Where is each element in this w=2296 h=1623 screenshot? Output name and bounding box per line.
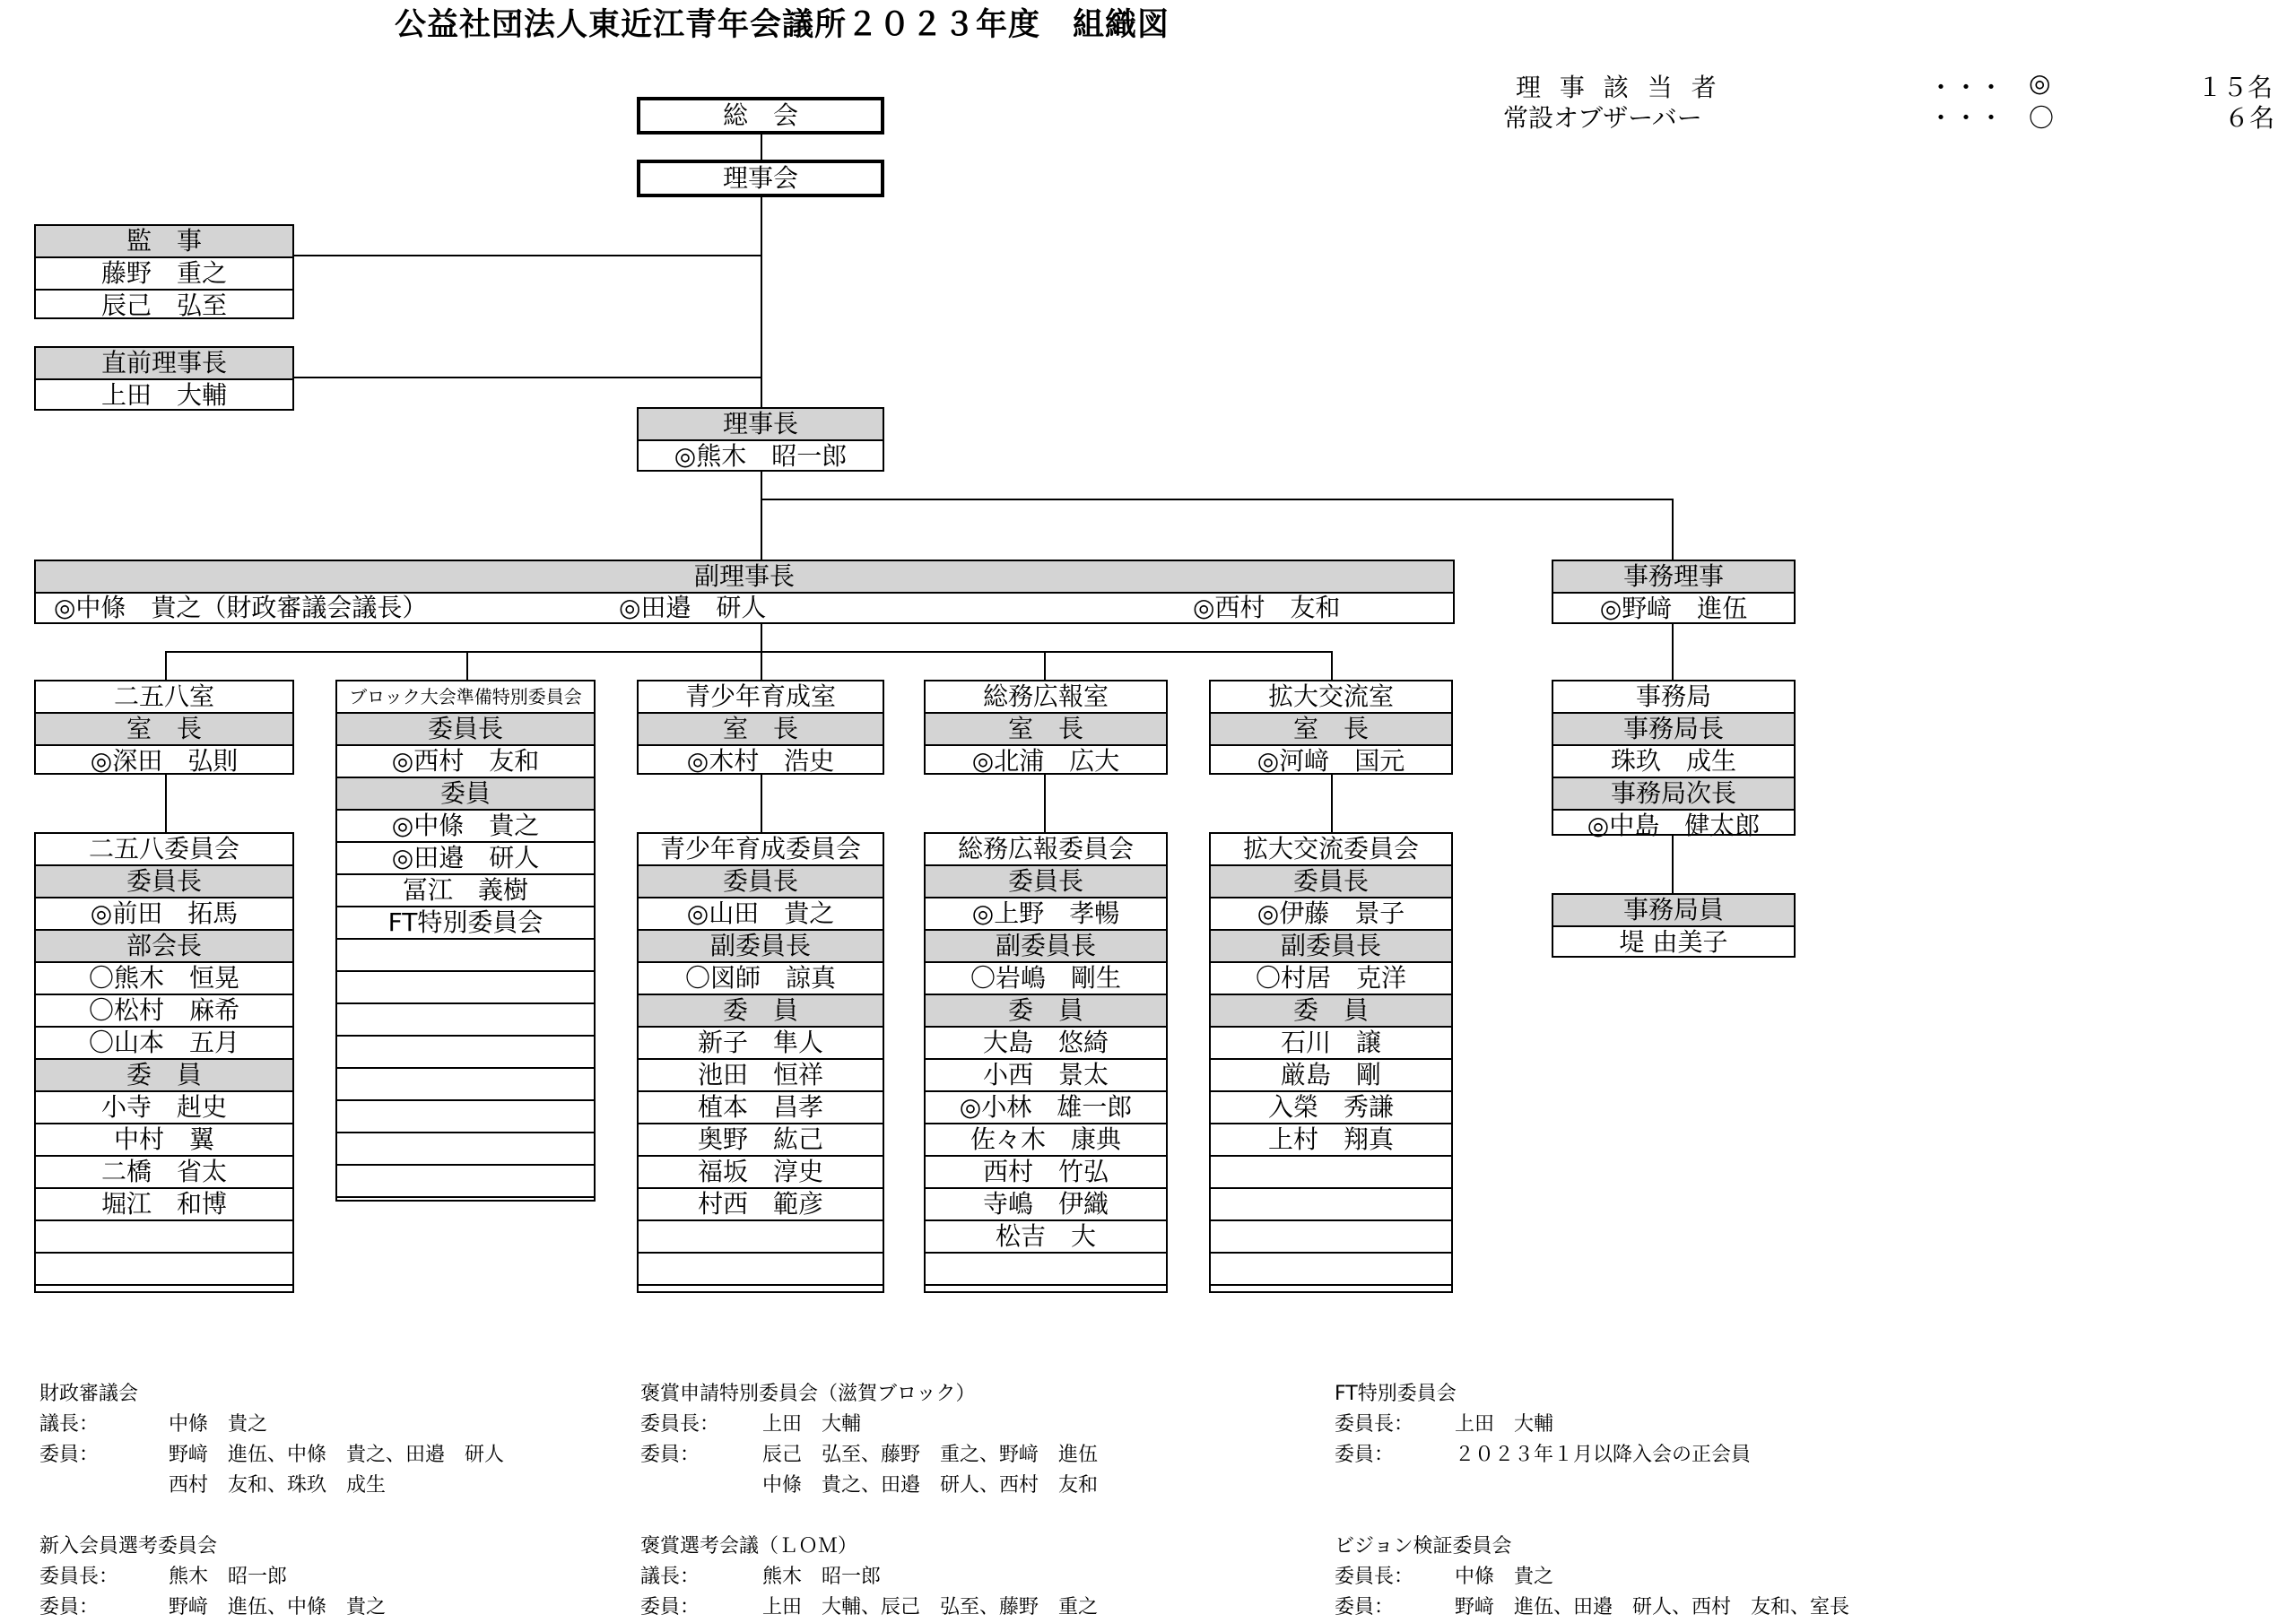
- fuku-rijicho-box: [34, 560, 1455, 624]
- member-row: 松吉 大: [926, 1219, 1166, 1252]
- chokuzen-box: [34, 346, 294, 411]
- jimukyokuin-box: [1552, 893, 1796, 958]
- note-label: 委員長：: [1335, 1413, 1414, 1436]
- fuku-member: ◎西村 友和: [1193, 593, 1341, 622]
- member-row: ◎田邉 研人: [337, 841, 594, 873]
- connector-line: [294, 255, 761, 256]
- empty-row: [337, 1164, 594, 1196]
- note-value: 辰己 弘至、藤野 重之、野﨑 進伍: [762, 1444, 1099, 1466]
- note-value: 上田 大輔: [1455, 1413, 1554, 1436]
- member-row: 冨江 義樹: [337, 873, 594, 906]
- rijicho-box: [637, 407, 884, 472]
- role-label: 委 員: [36, 1058, 292, 1090]
- note-label: 委員：: [1335, 1444, 1395, 1466]
- member-row: 小西 景太: [926, 1058, 1166, 1090]
- note-title: FT特別委員会: [1335, 1383, 1457, 1405]
- note-value: 野﨑 進伍、田邉 研人、西村 友和、室長: [1455, 1596, 1850, 1619]
- role-label: 事務局次長: [1553, 777, 1794, 809]
- note-label: 委員長：: [1335, 1566, 1414, 1588]
- chokuzen-member: 上田 大輔: [36, 378, 292, 411]
- rijikai-box: [637, 160, 884, 197]
- member-row: ◎西村 友和: [337, 744, 594, 777]
- empty-row: [337, 1099, 594, 1132]
- member-row: 〇岩嶋 剛生: [926, 961, 1166, 994]
- room-name: 青少年育成室: [684, 681, 836, 711]
- note-value: 上田 大輔: [762, 1413, 862, 1436]
- kanji-member: 辰己 弘至: [36, 289, 292, 321]
- member-row: 総務広報委員会: [957, 834, 1134, 864]
- member-row: 入榮 秀謙: [1211, 1090, 1451, 1123]
- role-label: 委員長: [337, 712, 594, 744]
- legend-dots: ・・・: [1928, 73, 2005, 102]
- legend-dots: ・・・: [1928, 103, 2005, 133]
- empty-row: [1211, 1155, 1451, 1187]
- member-row: 拡大交流委員会: [1242, 834, 1419, 864]
- member-row: ◎伊藤 景子: [1211, 897, 1451, 929]
- legend-label-observer: 常設オブザーバー: [1503, 103, 1702, 133]
- member-row: ◎上野 孝暢: [926, 897, 1166, 929]
- connector-line: [165, 651, 1331, 653]
- note-value: 中條 貴之: [169, 1413, 268, 1436]
- role-label: 事務局員: [1553, 895, 1794, 925]
- role-label: 委員長: [36, 864, 292, 897]
- member-row: 〇松村 麻希: [36, 994, 292, 1026]
- member-row: 堀江 和博: [36, 1187, 292, 1219]
- empty-row: [337, 1002, 594, 1035]
- legend-count-observer: ６名: [2224, 103, 2275, 133]
- role-label: 委員: [337, 777, 594, 809]
- connector-line: [165, 651, 167, 681]
- member-row: 西村 竹弘: [926, 1155, 1166, 1187]
- fuku-rijicho-members: [36, 592, 1453, 622]
- member-row: 大島 悠綺: [926, 1026, 1166, 1058]
- room-head: ◎木村 浩史: [639, 744, 883, 777]
- member-row: 中村 翼: [36, 1123, 292, 1155]
- connector-line: [1672, 499, 1674, 561]
- committee-box: [34, 832, 294, 1293]
- room-box: [34, 680, 294, 775]
- member-row: 〇村居 克洋: [1211, 961, 1451, 994]
- empty-row: [36, 1252, 292, 1284]
- kanji-head: 監 事: [36, 226, 292, 256]
- room-box: [1209, 680, 1453, 775]
- member-row: 事務局: [1635, 681, 1711, 711]
- legend-mark-double-circle: ◎: [2029, 68, 2051, 98]
- fuku-rijicho-head: 副理事長: [36, 561, 1453, 592]
- member-row: 奥野 紘己: [639, 1123, 883, 1155]
- role-label: 副委員長: [1211, 929, 1451, 961]
- empty-row: [639, 1284, 883, 1316]
- member-row: 池田 恒祥: [639, 1058, 883, 1090]
- room-name: 総務広報室: [982, 681, 1109, 711]
- connector-line: [1044, 651, 1046, 681]
- block-committee-box: [335, 680, 596, 1202]
- room-head: ◎北浦 広大: [926, 744, 1166, 777]
- note-value: 野﨑 進伍、中條 貴之、田邉 研人: [169, 1444, 505, 1466]
- connector-line: [761, 135, 762, 161]
- note-title: 財政審議会: [39, 1383, 139, 1405]
- member-row: 〇図師 諒真: [639, 961, 883, 994]
- jimukyoku-box: [1552, 680, 1796, 840]
- empty-row: [1211, 1252, 1451, 1284]
- note-label: 議長：: [640, 1566, 700, 1588]
- note-title: 褒賞選考会議（ＬＯＭ）: [640, 1535, 858, 1558]
- member-row: 寺嶋 伊織: [926, 1187, 1166, 1219]
- soukai-box: [637, 97, 884, 135]
- legend-count-riji: １５名: [2197, 73, 2274, 102]
- note-label: 委員長：: [39, 1566, 119, 1588]
- member-row: FT特別委員会: [337, 906, 594, 938]
- member-row: ◎小林 雄一郎: [926, 1090, 1166, 1123]
- member-row: 植本 昌孝: [639, 1090, 883, 1123]
- committee-box: [637, 832, 884, 1293]
- committee-box: [1209, 832, 1453, 1293]
- chokuzen-head: 直前理事長: [36, 348, 292, 378]
- note-value: 熊木 昭一郎: [169, 1566, 288, 1588]
- connector-line: [1044, 775, 1046, 834]
- empty-row: [926, 1252, 1166, 1284]
- fuku-member: ◎中條 貴之（財政審議会議長）: [54, 593, 428, 622]
- kanji-box: [34, 224, 294, 319]
- note-label: 議長：: [39, 1413, 100, 1436]
- empty-row: [1211, 1219, 1451, 1252]
- connector-line: [1672, 622, 1674, 681]
- note-zaisei: [39, 1379, 504, 1501]
- empty-row: [1211, 1284, 1451, 1316]
- empty-row: [36, 1284, 292, 1316]
- note-value: 西村 友和、珠玖 成生: [169, 1474, 387, 1497]
- role-label: 副委員長: [639, 929, 883, 961]
- member-row: 福坂 淳史: [639, 1155, 883, 1187]
- room-head: ◎河﨑 国元: [1211, 744, 1451, 777]
- member-row: 佐々木 康典: [926, 1123, 1166, 1155]
- kanji-member: 藤野 重之: [36, 256, 292, 289]
- empty-row: [337, 938, 594, 970]
- member-row: 堤 由美子: [1553, 925, 1794, 958]
- connector-line: [761, 468, 762, 561]
- connector-line: [1672, 836, 1674, 895]
- empty-row: [639, 1219, 883, 1252]
- room-box: [637, 680, 884, 775]
- note-value: ２０２３年１月以降入会の正会員: [1455, 1444, 1752, 1466]
- note-value: 中條 貴之: [1455, 1566, 1554, 1588]
- empty-row: [337, 1132, 594, 1164]
- note-value: 中條 貴之、田邉 研人、西村 友和: [762, 1474, 1099, 1497]
- connector-line: [294, 377, 761, 378]
- member-row: ◎中條 貴之: [337, 809, 594, 841]
- member-row: 石川 譲: [1211, 1026, 1451, 1058]
- note-label: 委員：: [640, 1444, 700, 1466]
- empty-row: [639, 1252, 883, 1284]
- role-label: 委 員: [1211, 994, 1451, 1026]
- member-row: 厳島 剛: [1211, 1058, 1451, 1090]
- room-head: ◎深田 弘則: [36, 744, 292, 777]
- member-row: 小寺 赳史: [36, 1090, 292, 1123]
- note-label: 委員：: [39, 1444, 100, 1466]
- member-row: 二橋 省太: [36, 1155, 292, 1187]
- committee-box: [924, 832, 1168, 1293]
- jimuriji-member: ◎野﨑 進伍: [1553, 592, 1794, 624]
- empty-row: [337, 1067, 594, 1099]
- connector-line: [761, 195, 762, 409]
- room-head-label: 室 長: [639, 712, 883, 744]
- member-row: ◎前田 拓馬: [36, 897, 292, 929]
- note-label: 委員長：: [640, 1413, 720, 1436]
- member-row: ◎山田 貴之: [639, 897, 883, 929]
- note-value: 上田 大輔、辰己 弘至、藤野 重之: [762, 1596, 1099, 1619]
- role-label: 委員長: [1211, 864, 1451, 897]
- member-row: 珠玖 成生: [1553, 744, 1794, 777]
- member-row: 〇山本 五月: [36, 1026, 292, 1058]
- note-value: 熊木 昭一郎: [762, 1566, 882, 1588]
- fuku-member: ◎田邉 研人: [619, 593, 767, 622]
- rijicho-head: 理事長: [639, 409, 883, 439]
- room-head-label: 室 長: [926, 712, 1166, 744]
- room-name: 拡大交流室: [1267, 681, 1394, 711]
- note-title: 褒賞申請特別委員会（滋賀ブロック）: [640, 1383, 976, 1405]
- connector-line: [466, 651, 468, 681]
- note-hosho: [640, 1379, 1098, 1501]
- soukai-label: 総 会: [722, 100, 798, 130]
- member-row: 村西 範彦: [639, 1187, 883, 1219]
- note-label: 委員：: [1335, 1596, 1395, 1619]
- jimuriji-box: [1552, 560, 1796, 624]
- note-vision: [1335, 1532, 1849, 1623]
- member-row: ◎中島 健太郎: [1553, 809, 1794, 841]
- role-label: 委員長: [926, 864, 1166, 897]
- room-box: [924, 680, 1168, 775]
- connector-line: [165, 775, 167, 834]
- jimuriji-head: 事務理事: [1553, 561, 1794, 592]
- role-label: 事務局長: [1553, 712, 1794, 744]
- note-shinnyu: [39, 1532, 386, 1623]
- connector-line: [761, 499, 1672, 500]
- note-value: 野﨑 進伍、中條 貴之: [169, 1596, 387, 1619]
- room-head-label: 室 長: [36, 712, 292, 744]
- note-ft: [1335, 1379, 1751, 1471]
- empty-row: [337, 1035, 594, 1067]
- role-label: 部会長: [36, 929, 292, 961]
- note-title: ビジョン検証委員会: [1335, 1535, 1512, 1558]
- note-title: 新入会員選考委員会: [39, 1535, 218, 1558]
- legend-mark-circle: 〇: [2029, 103, 2055, 133]
- connector-line: [1331, 651, 1333, 681]
- role-label: 委員長: [639, 864, 883, 897]
- role-label: 委 員: [639, 994, 883, 1026]
- role-label: 副委員長: [926, 929, 1166, 961]
- empty-row: [926, 1284, 1166, 1316]
- empty-row: [337, 1196, 594, 1228]
- connector-line: [1331, 775, 1333, 834]
- page-title: 公益社団法人東近江青年会議所２０２３年度 組織図: [395, 7, 1170, 43]
- block-committee-name: ブロック大会準備特別委員会: [349, 686, 582, 707]
- connector-line: [761, 775, 762, 834]
- empty-row: [1211, 1187, 1451, 1219]
- note-label: 委員：: [39, 1596, 100, 1619]
- member-row: 上村 翔真: [1211, 1123, 1451, 1155]
- role-label: 委 員: [926, 994, 1166, 1026]
- rijicho-member: ◎熊木 昭一郎: [639, 439, 883, 472]
- note-label: 委員：: [640, 1596, 700, 1619]
- legend-label-riji: 理 事 該 当 者: [1516, 73, 1722, 102]
- member-row: 青少年育成委員会: [659, 834, 861, 864]
- member-row: 新子 隼人: [639, 1026, 883, 1058]
- empty-row: [36, 1219, 292, 1252]
- room-head-label: 室 長: [1211, 712, 1451, 744]
- member-row: 二五八委員会: [88, 834, 239, 864]
- room-name: 二五八室: [113, 681, 214, 711]
- member-row: 〇熊木 恒晃: [36, 961, 292, 994]
- note-senko: [640, 1532, 1098, 1623]
- rijikai-label: 理事会: [722, 163, 798, 193]
- empty-row: [337, 970, 594, 1002]
